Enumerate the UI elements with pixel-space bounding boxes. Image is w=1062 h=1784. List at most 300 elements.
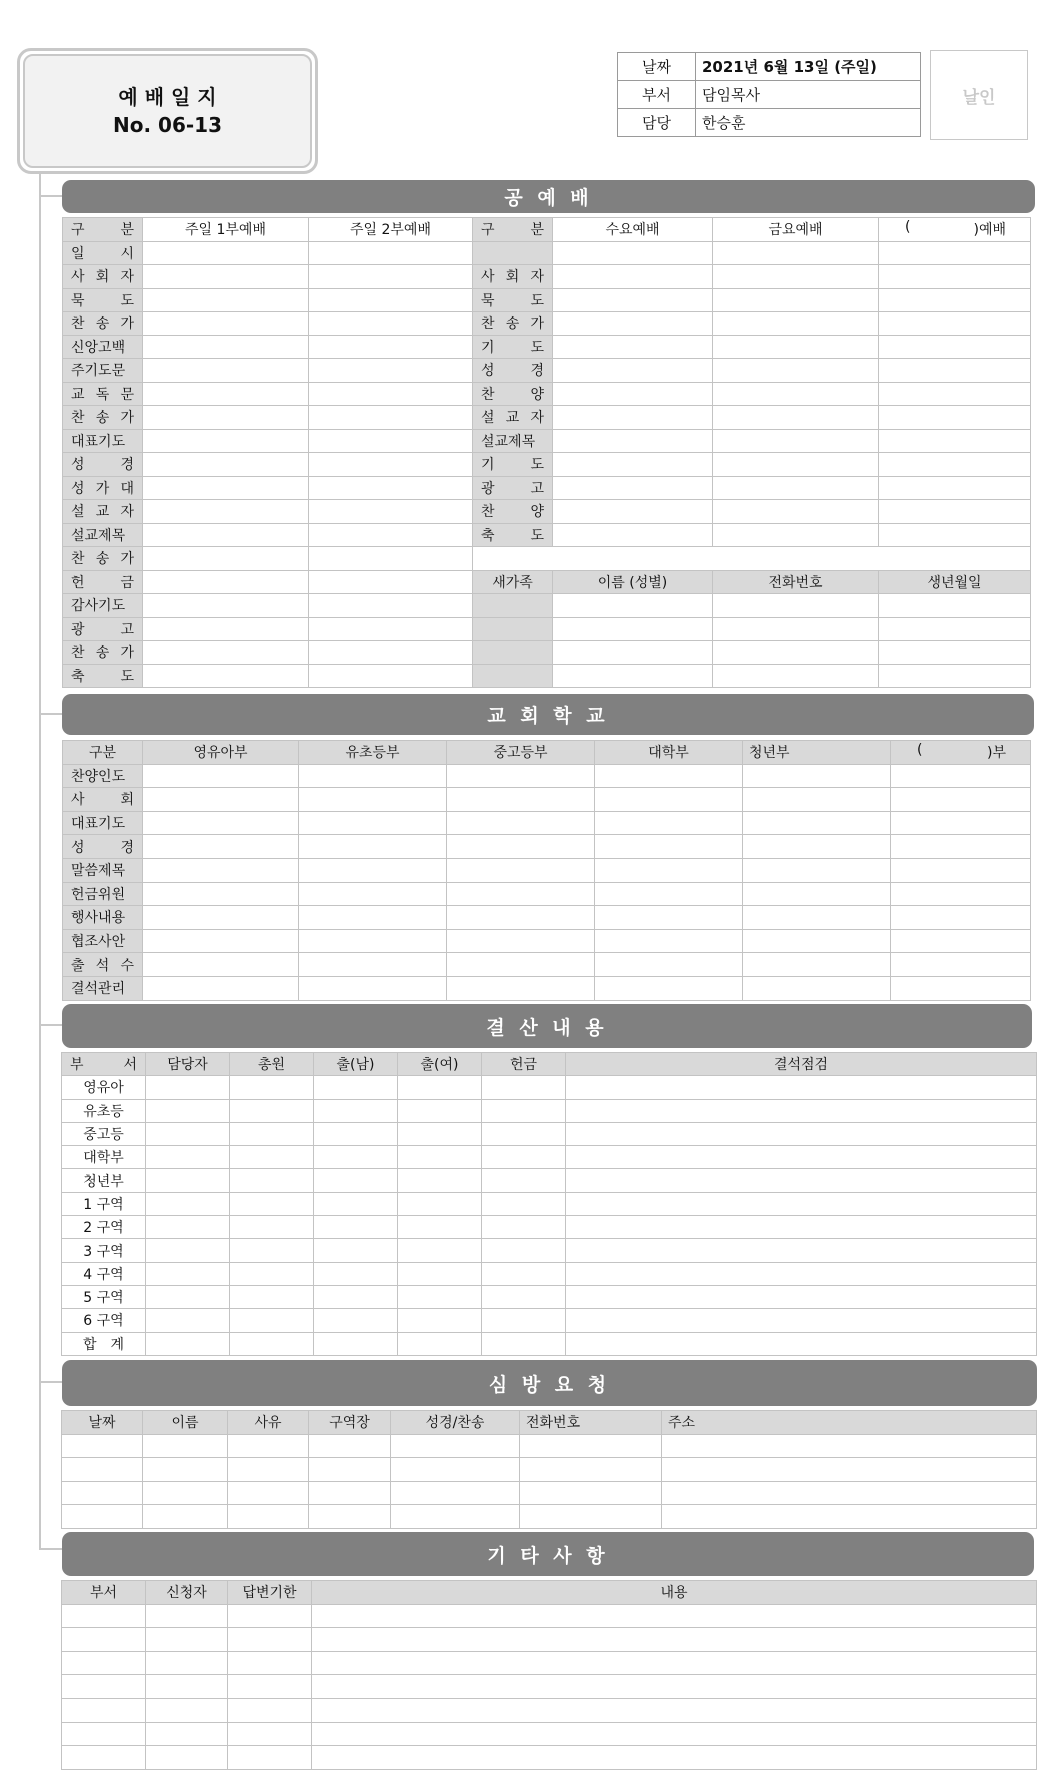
worship-cell[interactable] <box>143 359 309 383</box>
etc-cell[interactable] <box>312 1651 1037 1675</box>
table-row <box>63 453 1031 477</box>
worship-row-label: 설 교 자 <box>63 500 143 524</box>
newfamily-cell[interactable] <box>553 617 713 641</box>
school-cell[interactable] <box>743 858 891 882</box>
worship-cell[interactable] <box>553 406 713 430</box>
etc-cell[interactable] <box>146 1675 228 1699</box>
worship-cell[interactable] <box>309 641 473 665</box>
worship-left-label-header: 구 분 <box>63 218 143 242</box>
etc-cell[interactable] <box>62 1722 146 1746</box>
school-cell[interactable] <box>299 976 447 1000</box>
table-row <box>63 523 1031 547</box>
settlement-cell[interactable] <box>230 1262 314 1285</box>
newfamily-cell[interactable] <box>553 664 713 688</box>
school-cell[interactable] <box>299 835 447 859</box>
etc-cell[interactable] <box>312 1675 1037 1699</box>
settlement-cell[interactable] <box>566 1309 1037 1332</box>
settlement-cell[interactable] <box>482 1192 566 1215</box>
etc-table <box>61 1580 1037 1770</box>
school-cell[interactable] <box>595 906 743 930</box>
newfamily-cell[interactable] <box>879 641 1031 665</box>
etc-cell[interactable] <box>312 1722 1037 1746</box>
settlement-cell[interactable] <box>230 1285 314 1308</box>
visit-cell[interactable] <box>391 1434 520 1458</box>
school-cell[interactable] <box>743 953 891 977</box>
etc-cell[interactable] <box>62 1746 146 1770</box>
visit-cell[interactable] <box>62 1505 143 1529</box>
settlement-cell[interactable] <box>146 1239 230 1262</box>
settlement-cell[interactable] <box>314 1216 398 1239</box>
worship-cell[interactable] <box>143 523 309 547</box>
school-cell[interactable] <box>595 764 743 788</box>
visit-cell[interactable] <box>520 1481 662 1505</box>
school-cell[interactable] <box>891 882 1031 906</box>
visit-cell[interactable] <box>143 1481 228 1505</box>
newfamily-label: 새가족 <box>473 570 553 594</box>
worship-cell[interactable] <box>879 429 1031 453</box>
school-cell[interactable] <box>143 976 299 1000</box>
worship-cell[interactable] <box>713 265 879 289</box>
worship-cell[interactable] <box>553 312 713 336</box>
etc-cell[interactable] <box>228 1651 312 1675</box>
worship-cell[interactable] <box>309 547 473 571</box>
etc-cell[interactable] <box>312 1698 1037 1722</box>
visit-cell[interactable] <box>520 1434 662 1458</box>
worship-cell[interactable] <box>309 406 473 430</box>
school-cell[interactable] <box>743 788 891 812</box>
school-cell[interactable] <box>891 976 1031 1000</box>
table-row <box>62 1458 1037 1482</box>
worship-cell[interactable] <box>553 265 713 289</box>
school-cell[interactable] <box>743 835 891 859</box>
etc-cell[interactable] <box>146 1746 228 1770</box>
worship-row-label-right: 찬 양 <box>473 500 553 524</box>
stamp-box[interactable] <box>930 50 1028 140</box>
settlement-cell[interactable] <box>566 1262 1037 1285</box>
settlement-cell[interactable] <box>398 1239 482 1262</box>
worship-cell[interactable] <box>143 570 309 594</box>
school-cell[interactable] <box>447 811 595 835</box>
school-cell[interactable] <box>447 858 595 882</box>
worship-cell[interactable] <box>879 523 1031 547</box>
school-cell[interactable] <box>143 835 299 859</box>
settlement-cell[interactable] <box>314 1169 398 1192</box>
visit-cell[interactable] <box>391 1458 520 1482</box>
settlement-cell[interactable] <box>314 1192 398 1215</box>
visit-cell[interactable] <box>520 1505 662 1529</box>
worship-cell[interactable] <box>309 664 473 688</box>
etc-cell[interactable] <box>62 1651 146 1675</box>
newfamily-cell[interactable] <box>713 617 879 641</box>
settlement-cell[interactable] <box>146 1076 230 1099</box>
settlement-cell[interactable] <box>230 1216 314 1239</box>
settlement-cell[interactable] <box>146 1122 230 1145</box>
worship-cell[interactable] <box>879 241 1031 265</box>
settlement-cell[interactable] <box>230 1076 314 1099</box>
school-cell[interactable] <box>299 764 447 788</box>
school-cell[interactable] <box>143 858 299 882</box>
worship-cell[interactable] <box>879 288 1031 312</box>
worship-cell[interactable] <box>713 359 879 383</box>
worship-cell[interactable] <box>713 476 879 500</box>
settlement-cell[interactable] <box>482 1099 566 1122</box>
worship-cell[interactable] <box>879 476 1031 500</box>
settlement-cell[interactable] <box>566 1239 1037 1262</box>
settlement-cell[interactable] <box>482 1122 566 1145</box>
school-cell[interactable] <box>143 811 299 835</box>
school-cell[interactable] <box>447 764 595 788</box>
worship-cell[interactable] <box>143 617 309 641</box>
worship-cell[interactable] <box>309 312 473 336</box>
worship-cell[interactable] <box>713 241 879 265</box>
settlement-cell[interactable] <box>398 1099 482 1122</box>
etc-cell[interactable] <box>228 1722 312 1746</box>
settlement-cell[interactable] <box>230 1309 314 1332</box>
visit-cell[interactable] <box>662 1481 1037 1505</box>
visit-cell[interactable] <box>62 1434 143 1458</box>
worship-cell[interactable] <box>143 594 309 618</box>
settlement-cell[interactable] <box>398 1076 482 1099</box>
school-cell[interactable] <box>743 976 891 1000</box>
worship-cell[interactable] <box>553 288 713 312</box>
worship-cell[interactable] <box>553 476 713 500</box>
visit-cell[interactable] <box>143 1505 228 1529</box>
worship-cell[interactable] <box>309 335 473 359</box>
etc-cell[interactable] <box>146 1628 228 1652</box>
school-cell[interactable] <box>143 764 299 788</box>
newfamily-cell[interactable] <box>879 664 1031 688</box>
worship-cell[interactable] <box>879 500 1031 524</box>
school-cell[interactable] <box>143 929 299 953</box>
worship-cell[interactable] <box>143 406 309 430</box>
worship-row-label: 광 고 <box>63 617 143 641</box>
worship-cell[interactable] <box>553 241 713 265</box>
worship-cell[interactable] <box>553 500 713 524</box>
settlement-cell[interactable] <box>314 1122 398 1145</box>
school-cell[interactable] <box>595 788 743 812</box>
worship-cell[interactable] <box>143 664 309 688</box>
settlement-cell[interactable] <box>566 1332 1037 1355</box>
settlement-cell[interactable] <box>398 1262 482 1285</box>
settlement-cell[interactable] <box>398 1192 482 1215</box>
settlement-cell[interactable] <box>398 1216 482 1239</box>
settlement-cell[interactable] <box>314 1309 398 1332</box>
settlement-cell[interactable] <box>146 1285 230 1308</box>
settlement-cell[interactable] <box>314 1076 398 1099</box>
school-row-label: 사 회 <box>63 788 143 812</box>
settlement-cell[interactable] <box>230 1122 314 1145</box>
newfamily-cell[interactable] <box>713 594 879 618</box>
settlement-cell[interactable] <box>398 1332 482 1355</box>
stamp-label: 날인 <box>962 87 996 108</box>
settlement-cell[interactable] <box>482 1309 566 1332</box>
school-cell[interactable] <box>891 906 1031 930</box>
etc-cell[interactable] <box>146 1651 228 1675</box>
etc-cell[interactable] <box>62 1698 146 1722</box>
visit-cell[interactable] <box>662 1505 1037 1529</box>
worship-cell[interactable] <box>553 335 713 359</box>
worship-cell[interactable] <box>713 453 879 477</box>
worship-cell[interactable] <box>143 476 309 500</box>
settlement-cell[interactable] <box>146 1309 230 1332</box>
school-cell[interactable] <box>891 764 1031 788</box>
etc-cell[interactable] <box>228 1628 312 1652</box>
settlement-cell[interactable] <box>230 1146 314 1169</box>
newfamily-cell[interactable] <box>553 594 713 618</box>
school-cell[interactable] <box>447 882 595 906</box>
worship-cell[interactable] <box>309 523 473 547</box>
etc-cell[interactable] <box>228 1675 312 1699</box>
school-cell[interactable] <box>143 882 299 906</box>
school-cell[interactable] <box>595 882 743 906</box>
worship-cell[interactable] <box>309 382 473 406</box>
newfamily-cell[interactable] <box>879 617 1031 641</box>
visit-cell[interactable] <box>143 1434 228 1458</box>
visit-cell[interactable] <box>62 1458 143 1482</box>
settlement-cell[interactable] <box>482 1146 566 1169</box>
settlement-cell[interactable] <box>146 1099 230 1122</box>
worship-cell[interactable] <box>143 288 309 312</box>
table-row <box>63 594 1031 618</box>
worship-cell[interactable] <box>879 359 1031 383</box>
school-cell[interactable] <box>595 953 743 977</box>
date-value[interactable]: 2021년 6월 13일 (주일) <box>696 53 921 81</box>
table-row <box>62 1698 1037 1722</box>
school-cell[interactable] <box>743 929 891 953</box>
school-cell[interactable] <box>595 976 743 1000</box>
table-row <box>63 406 1031 430</box>
etc-cell[interactable] <box>146 1722 228 1746</box>
worship-cell[interactable] <box>143 500 309 524</box>
school-cell[interactable] <box>447 953 595 977</box>
settlement-cell[interactable] <box>566 1099 1037 1122</box>
newfamily-cell[interactable] <box>713 641 879 665</box>
school-cell[interactable] <box>743 906 891 930</box>
worship-cell[interactable] <box>553 453 713 477</box>
school-cell[interactable] <box>447 835 595 859</box>
worship-cell[interactable] <box>143 241 309 265</box>
settlement-cell[interactable] <box>230 1099 314 1122</box>
school-cell[interactable] <box>891 929 1031 953</box>
worship-cell[interactable] <box>713 288 879 312</box>
visit-cell[interactable] <box>309 1481 391 1505</box>
settlement-cell[interactable] <box>146 1262 230 1285</box>
worship-cell[interactable] <box>713 500 879 524</box>
manager-value[interactable]: 한승훈 <box>696 109 921 137</box>
visit-cell[interactable] <box>228 1434 309 1458</box>
settlement-cell[interactable] <box>482 1285 566 1308</box>
worship-cell[interactable] <box>879 453 1031 477</box>
worship-cell[interactable] <box>713 312 879 336</box>
etc-cell[interactable] <box>228 1604 312 1628</box>
worship-cell[interactable] <box>143 547 309 571</box>
etc-cell[interactable] <box>146 1698 228 1722</box>
worship-cell[interactable] <box>713 335 879 359</box>
table-row <box>63 429 1031 453</box>
dept-value[interactable]: 담임목사 <box>696 81 921 109</box>
worship-cell[interactable] <box>143 382 309 406</box>
settlement-cell[interactable] <box>230 1332 314 1355</box>
settlement-cell[interactable] <box>566 1216 1037 1239</box>
visit-cell[interactable] <box>228 1505 309 1529</box>
newfamily-cell[interactable] <box>879 594 1031 618</box>
settlement-cell[interactable] <box>482 1239 566 1262</box>
school-cell[interactable] <box>447 929 595 953</box>
settlement-cell[interactable] <box>146 1216 230 1239</box>
worship-cell[interactable] <box>143 429 309 453</box>
school-cell[interactable] <box>891 811 1031 835</box>
worship-cell[interactable] <box>713 429 879 453</box>
settlement-cell[interactable] <box>314 1332 398 1355</box>
school-cell[interactable] <box>891 858 1031 882</box>
school-cell[interactable] <box>595 811 743 835</box>
worship-cell[interactable] <box>309 453 473 477</box>
settlement-cell[interactable] <box>314 1285 398 1308</box>
etc-cell[interactable] <box>62 1628 146 1652</box>
school-cell[interactable] <box>743 764 891 788</box>
settlement-cell[interactable] <box>566 1122 1037 1145</box>
worship-cell[interactable] <box>553 523 713 547</box>
school-cell[interactable] <box>299 858 447 882</box>
school-cell[interactable] <box>595 858 743 882</box>
school-cell[interactable] <box>447 976 595 1000</box>
visit-cell[interactable] <box>309 1505 391 1529</box>
settlement-cell[interactable] <box>482 1076 566 1099</box>
settlement-cell[interactable] <box>566 1146 1037 1169</box>
worship-cell[interactable] <box>143 641 309 665</box>
worship-cell[interactable] <box>309 265 473 289</box>
worship-cell[interactable] <box>143 453 309 477</box>
visit-cell[interactable] <box>520 1458 662 1482</box>
worship-cell[interactable] <box>309 288 473 312</box>
worship-cell[interactable] <box>309 429 473 453</box>
etc-cell[interactable] <box>312 1628 1037 1652</box>
settlement-cell[interactable] <box>482 1262 566 1285</box>
worship-cell[interactable] <box>143 335 309 359</box>
settlement-cell[interactable] <box>230 1169 314 1192</box>
school-cell[interactable] <box>143 953 299 977</box>
worship-cell[interactable] <box>879 335 1031 359</box>
school-cell[interactable] <box>743 811 891 835</box>
settlement-cell[interactable] <box>314 1262 398 1285</box>
etc-cell[interactable] <box>312 1604 1037 1628</box>
school-cell[interactable] <box>447 788 595 812</box>
etc-cell[interactable] <box>228 1746 312 1770</box>
worship-row-label-right: 사 회 자 <box>473 265 553 289</box>
worship-cell[interactable] <box>143 312 309 336</box>
settlement-cell[interactable] <box>314 1099 398 1122</box>
newfamily-cell[interactable] <box>553 641 713 665</box>
settlement-cell[interactable] <box>398 1146 482 1169</box>
settlement-cell[interactable] <box>482 1169 566 1192</box>
school-cell[interactable] <box>595 929 743 953</box>
worship-cell[interactable] <box>309 500 473 524</box>
worship-cell[interactable] <box>879 382 1031 406</box>
school-cell[interactable] <box>299 929 447 953</box>
visit-cell[interactable] <box>662 1458 1037 1482</box>
worship-cell[interactable] <box>309 617 473 641</box>
school-cell[interactable] <box>143 788 299 812</box>
visit-cell[interactable] <box>62 1481 143 1505</box>
worship-cell[interactable] <box>309 476 473 500</box>
worship-cell[interactable] <box>713 382 879 406</box>
settlement-cell[interactable] <box>566 1192 1037 1215</box>
worship-cell[interactable] <box>713 406 879 430</box>
settlement-col-5: 헌금 <box>482 1053 566 1076</box>
school-cell[interactable] <box>595 835 743 859</box>
school-cell[interactable] <box>891 835 1031 859</box>
settlement-cell[interactable] <box>146 1146 230 1169</box>
settlement-cell[interactable] <box>566 1285 1037 1308</box>
etc-cell[interactable] <box>62 1604 146 1628</box>
worship-cell[interactable] <box>879 312 1031 336</box>
worship-cell[interactable] <box>879 406 1031 430</box>
settlement-cell[interactable] <box>230 1239 314 1262</box>
settlement-cell[interactable] <box>482 1216 566 1239</box>
etc-cell[interactable] <box>228 1698 312 1722</box>
worship-cell[interactable] <box>309 570 473 594</box>
settlement-cell[interactable] <box>398 1169 482 1192</box>
visit-cell[interactable] <box>391 1481 520 1505</box>
settlement-cell[interactable] <box>398 1309 482 1332</box>
worship-cell[interactable] <box>309 241 473 265</box>
visit-cell[interactable] <box>309 1458 391 1482</box>
visit-cell[interactable] <box>309 1434 391 1458</box>
school-cell[interactable] <box>299 953 447 977</box>
school-cell[interactable] <box>891 788 1031 812</box>
visit-cell[interactable] <box>143 1458 228 1482</box>
worship-cell[interactable] <box>713 523 879 547</box>
worship-cell[interactable] <box>309 594 473 618</box>
visit-cell[interactable] <box>662 1434 1037 1458</box>
settlement-cell[interactable] <box>146 1169 230 1192</box>
settlement-cell[interactable] <box>566 1169 1037 1192</box>
worship-cell[interactable] <box>553 359 713 383</box>
settlement-cell[interactable] <box>398 1285 482 1308</box>
etc-cell[interactable] <box>312 1746 1037 1770</box>
worship-cell[interactable] <box>553 382 713 406</box>
school-cell[interactable] <box>299 882 447 906</box>
settlement-cell[interactable] <box>566 1076 1037 1099</box>
school-cell[interactable] <box>299 788 447 812</box>
settlement-cell[interactable] <box>146 1192 230 1215</box>
etc-cell[interactable] <box>146 1604 228 1628</box>
visit-cell[interactable] <box>391 1505 520 1529</box>
school-cell[interactable] <box>299 906 447 930</box>
school-cell[interactable] <box>299 811 447 835</box>
school-cell[interactable] <box>891 953 1031 977</box>
tree-branch-worship <box>39 195 63 197</box>
newfamily-cell[interactable] <box>713 664 879 688</box>
worship-cell[interactable] <box>553 429 713 453</box>
settlement-cell[interactable] <box>230 1192 314 1215</box>
settlement-cell[interactable] <box>482 1332 566 1355</box>
school-row-label: 찬양인도 <box>63 764 143 788</box>
settlement-cell[interactable] <box>314 1239 398 1262</box>
settlement-cell[interactable] <box>146 1332 230 1355</box>
worship-cell[interactable] <box>879 265 1031 289</box>
school-cell[interactable] <box>447 906 595 930</box>
settlement-cell[interactable] <box>314 1146 398 1169</box>
etc-cell[interactable] <box>62 1675 146 1699</box>
worship-cell[interactable] <box>309 359 473 383</box>
school-cell[interactable] <box>743 882 891 906</box>
worship-cell[interactable] <box>143 265 309 289</box>
visit-cell[interactable] <box>228 1458 309 1482</box>
settlement-cell[interactable] <box>398 1122 482 1145</box>
visit-cell[interactable] <box>228 1481 309 1505</box>
school-cell[interactable] <box>143 906 299 930</box>
